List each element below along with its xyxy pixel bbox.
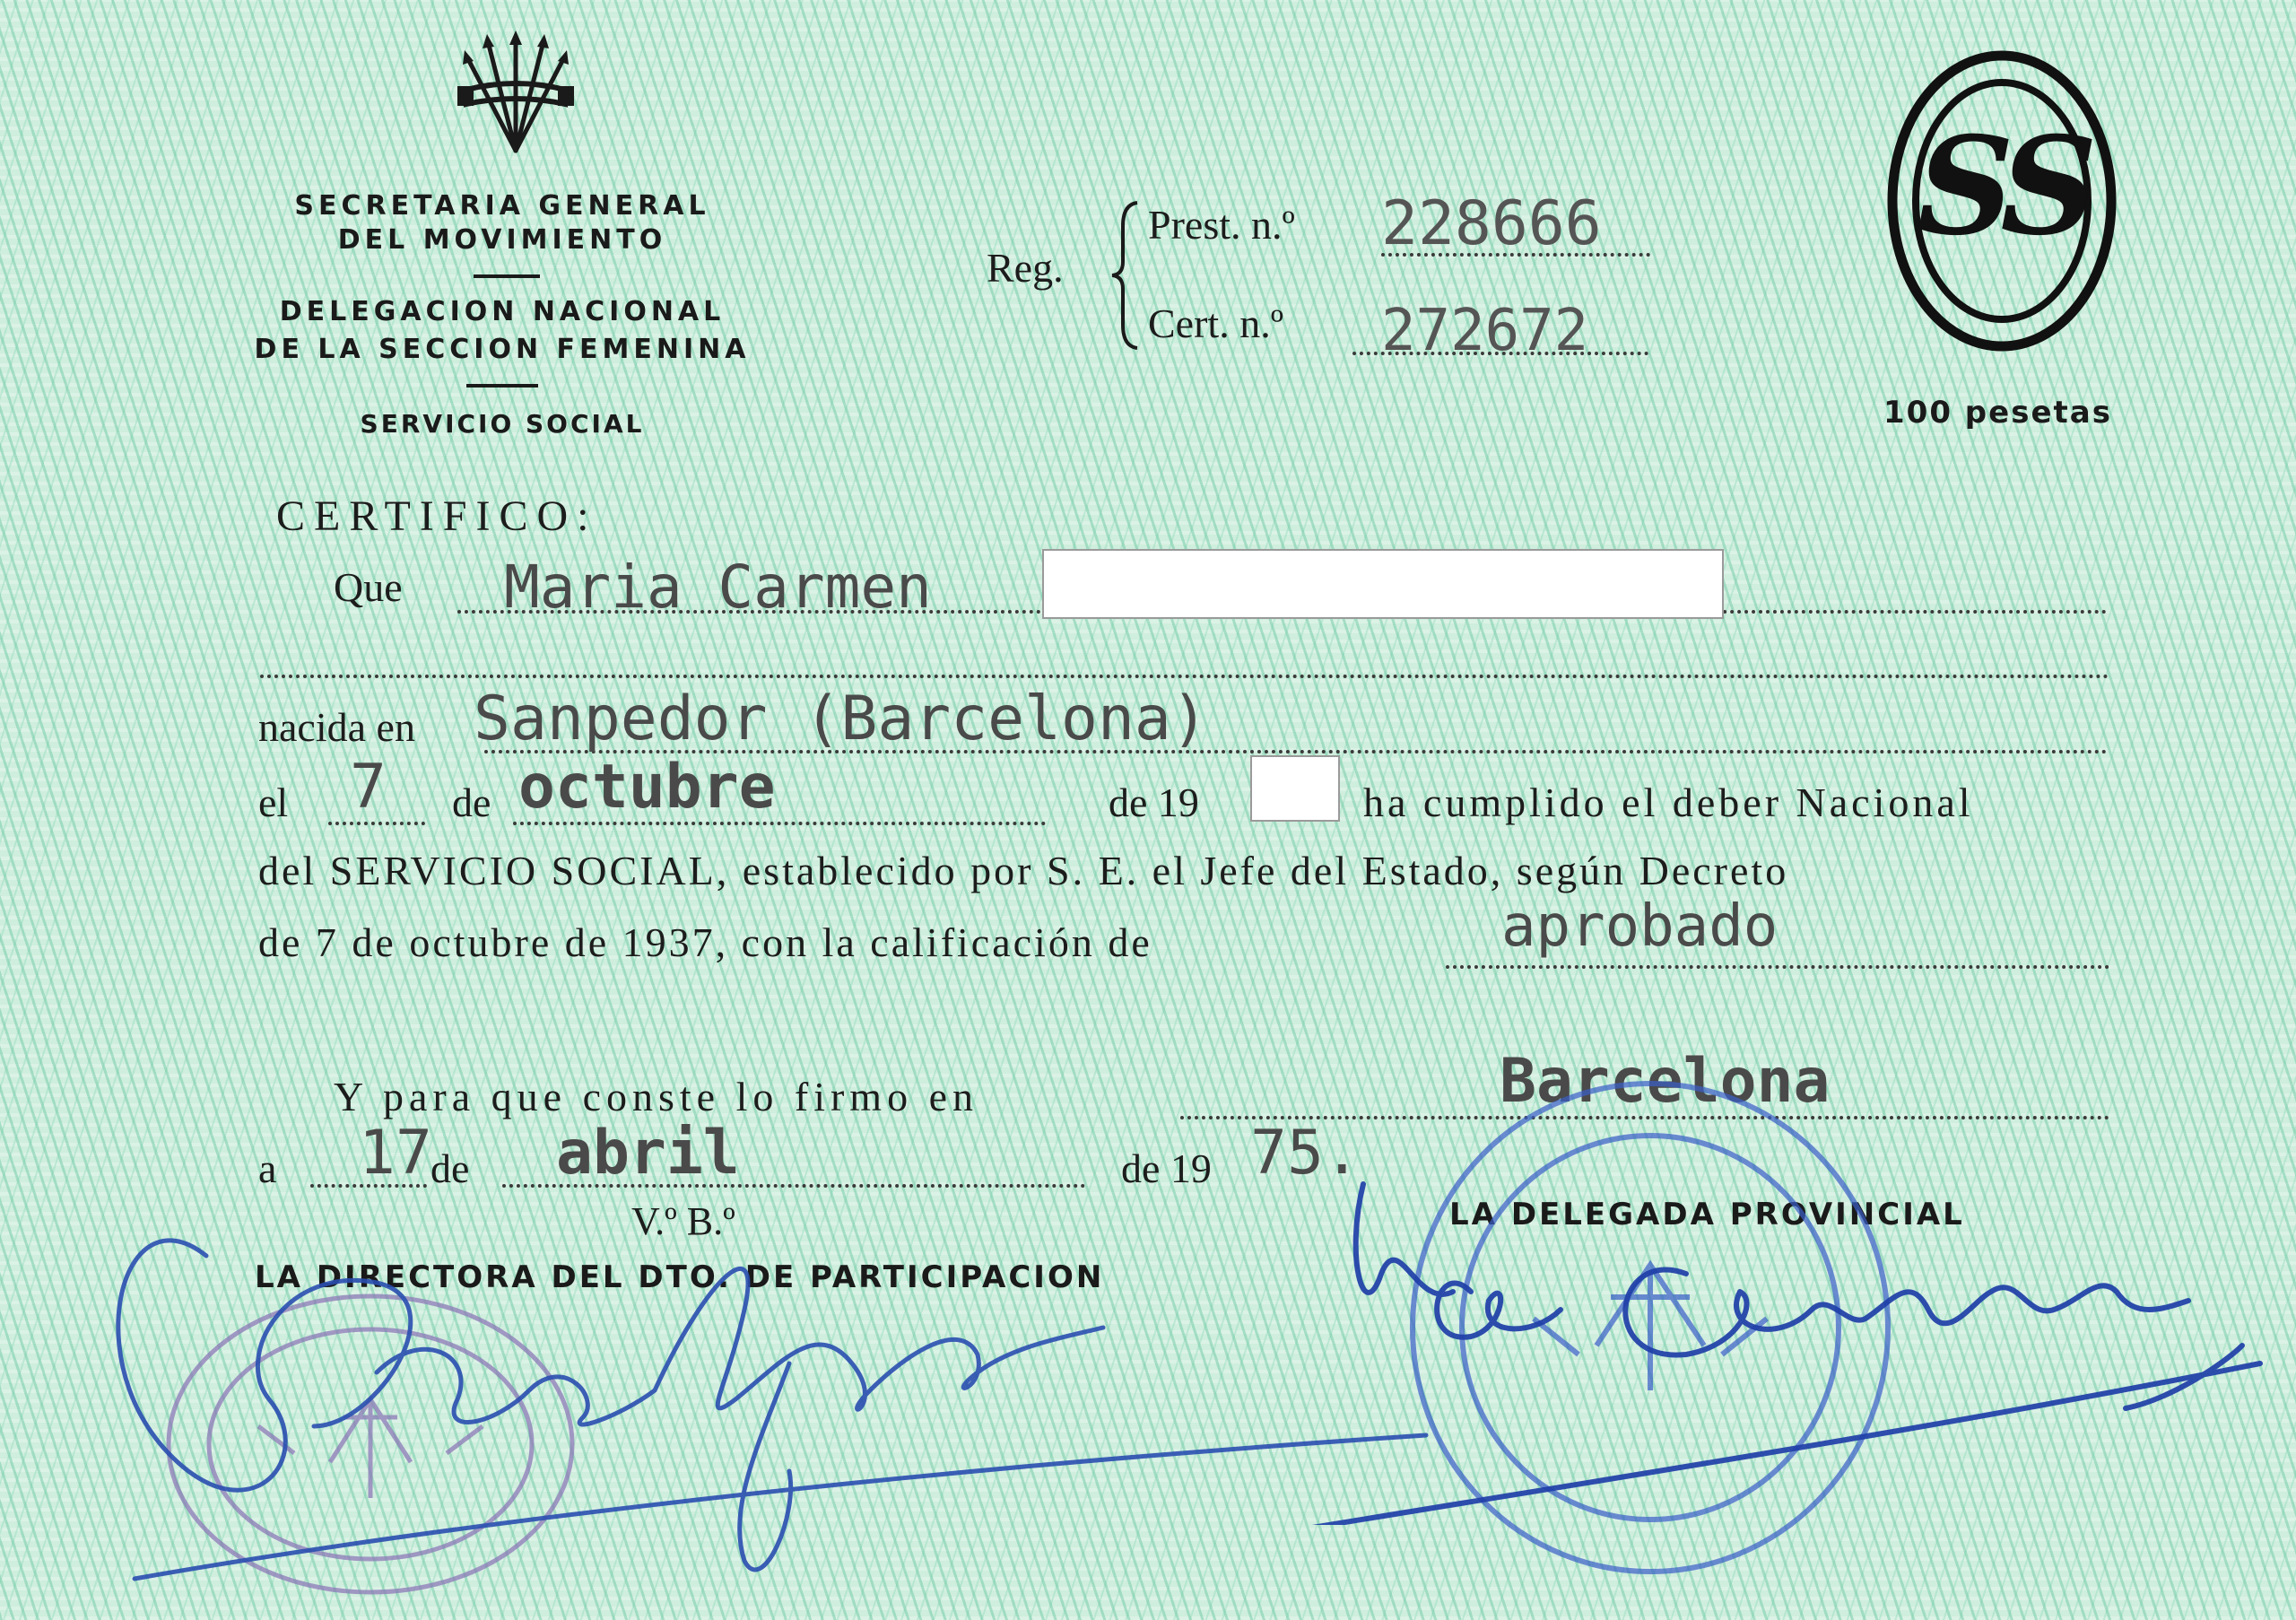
signature-delegada xyxy=(1184,1166,2278,1525)
cert-number: 272672 xyxy=(1381,298,1589,364)
reg-label: Reg. xyxy=(987,245,1064,291)
vobo-label: V.º B.º xyxy=(631,1199,735,1243)
dotted-line xyxy=(260,675,2109,678)
header-line-secretaria: SECRETARIA GENERAL xyxy=(294,190,710,222)
birth-month-value: octubre xyxy=(518,752,776,823)
el-label: el xyxy=(258,780,289,825)
cert-label: Cert. n.º xyxy=(1148,300,1283,346)
header-line-servicio-social: SERVICIO SOCIAL xyxy=(360,409,645,439)
header-line-seccion-femenina: DE LA SECCION FEMENINA xyxy=(254,334,751,365)
de-19-label: de 19 xyxy=(1109,780,1199,825)
yoke-and-arrows-emblem xyxy=(448,25,583,160)
city-value: Barcelona xyxy=(1500,1046,1831,1117)
prest-number: 228666 xyxy=(1381,188,1602,259)
directora-title: LA DIRECTORA DEL DTO. DE PARTICIPACION xyxy=(255,1259,1105,1295)
servicio-social-line: del SERVICIO SOCIAL, establecido por S. E. el Jefe del Estado, según Decreto xyxy=(258,848,1789,893)
delegada-title: LA DELEGADA PROVINCIAL xyxy=(1449,1197,1965,1232)
que-label: Que xyxy=(334,564,403,610)
dotted-line xyxy=(1446,965,2109,969)
de-label: de xyxy=(452,780,491,825)
sign-day-value: 17 xyxy=(359,1118,432,1189)
nacida-label: nacida en xyxy=(258,704,415,750)
certifico-heading: CERTIFICO: xyxy=(276,492,598,540)
birthplace-value: Sanpedor (Barcelona) xyxy=(474,684,1208,754)
stamp-price: 100 pesetas xyxy=(1883,395,2112,431)
redaction-box xyxy=(1250,755,1340,822)
dotted-line xyxy=(1352,352,1648,355)
ss-stamp-letters: SS xyxy=(1917,108,2087,266)
header-line-delegacion: DELEGACION NACIONAL xyxy=(279,296,726,327)
cumplido-text: ha cumplido el deber Nacional xyxy=(1363,780,1974,825)
sign-year-value: 75. xyxy=(1250,1118,1361,1189)
a-label: a xyxy=(258,1145,277,1191)
sign-month-value: abril xyxy=(556,1118,740,1189)
birth-day-value: 7 xyxy=(350,752,387,823)
firmo-text: Y para que conste lo firmo en xyxy=(334,1074,978,1119)
dotted-line xyxy=(1381,253,1650,257)
prest-label: Prest. n.º xyxy=(1148,202,1295,248)
curly-brace xyxy=(1109,199,1144,352)
redaction-box xyxy=(1042,549,1724,619)
header-line-movimiento: DEL MOVIMIENTO xyxy=(337,224,667,256)
header-divider xyxy=(466,384,538,388)
decreto-line: de 7 de octubre de 1937, con la calificación de xyxy=(258,919,1152,965)
grade-value: aprobado xyxy=(1501,893,1779,960)
de-label: de xyxy=(430,1145,470,1191)
header-divider xyxy=(474,274,540,278)
name-value: Maria Carmen xyxy=(504,553,932,622)
de-19-label: de 19 xyxy=(1121,1145,1212,1191)
